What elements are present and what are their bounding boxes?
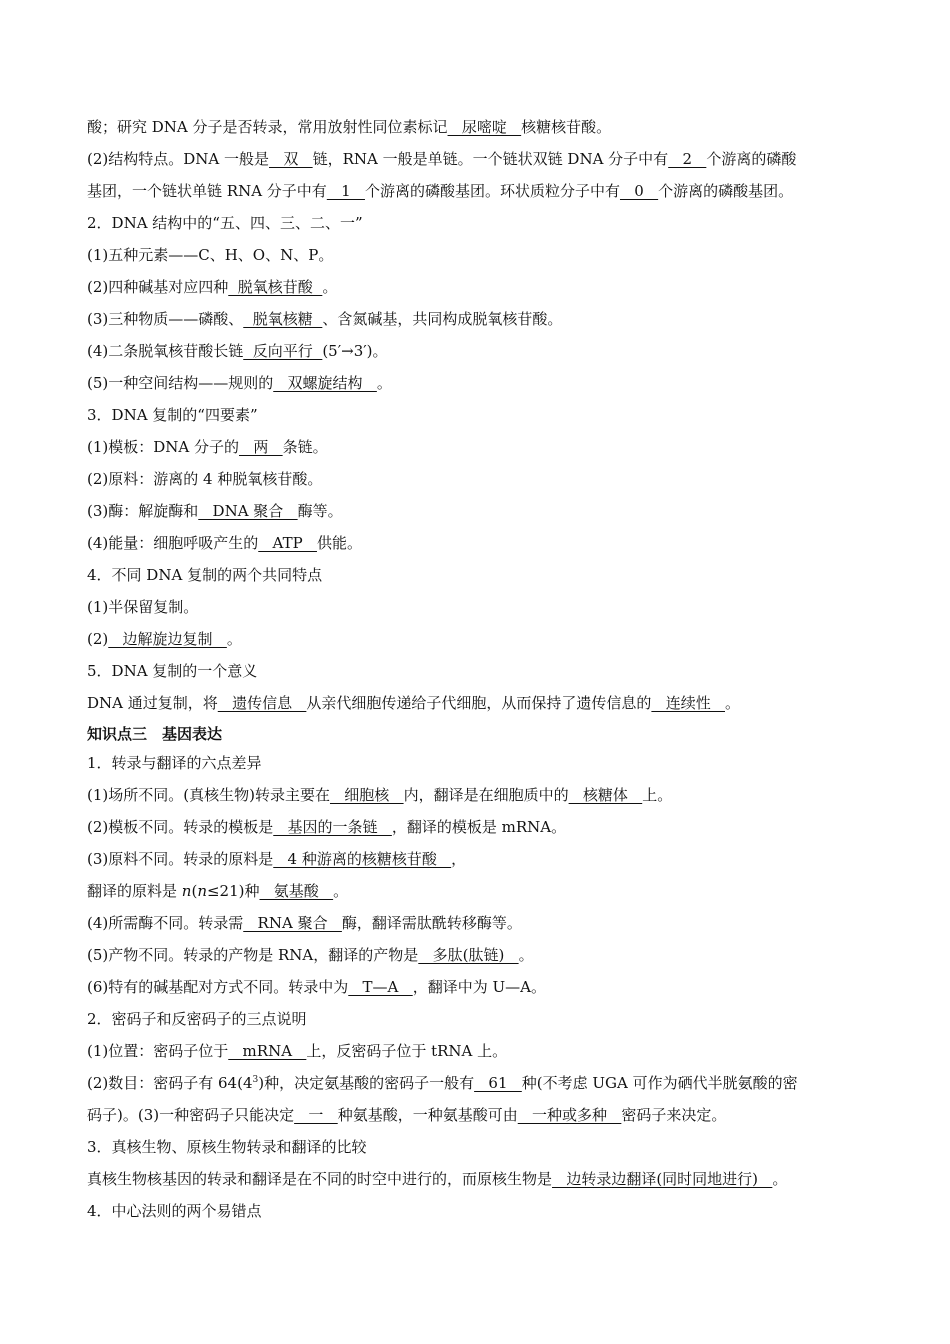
- paragraph-line-23: [87, 817, 566, 837]
- paragraph-line-13: [87, 501, 343, 521]
- text: 。: [322, 278, 338, 296]
- text: (2)结构特点。DNA 一般是: [87, 150, 270, 168]
- text: (6)特有的碱基配对方式不同。转录中为: [87, 978, 349, 996]
- text: (2)模板不同。转录的模板是: [87, 818, 274, 836]
- section-heading-2: 2．DNA 结构中的“五、四、三、二、一”: [87, 214, 363, 232]
- text: 码子)。(3)一种密码子只能决定: [87, 1106, 295, 1124]
- fill-blank-answer: 氨基酸: [259, 882, 334, 900]
- text: 基团，一个链状单链 RNA 分子中有: [87, 182, 327, 200]
- section-heading-3: 3．DNA 复制的“四要素”: [87, 406, 258, 424]
- fill-blank-answer: 2: [668, 150, 707, 168]
- text: 。: [333, 882, 349, 900]
- section-heading-4: 4．不同 DNA 复制的两个共同特点: [87, 566, 323, 584]
- text: 种氨基酸，一种氨基酸可由: [337, 1106, 518, 1124]
- text: (5)产物不同。转录的产物是 RNA，翻译的产物是: [87, 946, 419, 964]
- text: 翻译的原料是: [87, 882, 182, 900]
- paragraph-line-27: [87, 945, 534, 965]
- fill-blank-answer: 脱氧核苷酸: [228, 278, 323, 296]
- text: 上，反密码子位于 tRNA 上。: [306, 1042, 508, 1060]
- text: 真核生物核基因的转录和翻译是在不同的时空中进行的，而原核生物是: [87, 1170, 553, 1188]
- fill-blank-answer: mRNA: [228, 1042, 307, 1060]
- paragraph-line-25: [87, 881, 348, 901]
- text: (4)能量：细胞呼吸产生的: [87, 534, 259, 552]
- text: ，翻译的模板是 mRNA。: [391, 818, 567, 836]
- fill-blank-answer: RNA 聚合: [243, 914, 342, 932]
- paragraph-line-19: [87, 693, 740, 713]
- section-heading-central-dogma: 4．中心法则的两个易错点: [87, 1202, 262, 1220]
- paragraph-line-7: [87, 309, 562, 329]
- paragraph-line-30: [87, 1041, 507, 1061]
- fill-blank-answer: 反向平行: [243, 342, 323, 360]
- paragraph-line-24: [87, 849, 466, 869]
- fill-blank-answer: DNA 聚合: [198, 502, 298, 520]
- text: (1)模板：DNA 分子的: [87, 438, 240, 456]
- text: 种(不考虑 UGA 可作为硒代半胱氨酸的密: [521, 1074, 798, 1092]
- text: 从亲代细胞传递给子代细胞，从而保持了遗传信息的: [306, 694, 652, 712]
- fill-blank-answer: 两: [239, 438, 283, 456]
- section-heading-compare: 3．真核生物、原核生物转录和翻译的比较: [87, 1138, 367, 1156]
- fill-blank-answer: 尿嘧啶: [447, 118, 522, 136]
- fill-blank-answer: 一种或多种: [517, 1106, 622, 1124]
- text: (3)酶：解旋酶和: [87, 502, 199, 520]
- text: (4)所需酶不同。转录需: [87, 914, 244, 932]
- text: (2)数目：密码子有 64(4: [87, 1074, 253, 1092]
- paragraph-line-5: (1)五种元素——C、H、O、N、P。: [87, 246, 334, 264]
- knowledge-point-heading: 知识点三 基因表达: [87, 725, 223, 743]
- text: (1)场所不同。(真核生物)转录主要在: [87, 786, 330, 804]
- paragraph-line-9: [87, 373, 392, 393]
- fill-blank-answer: 核糖体: [568, 786, 643, 804]
- text: (4)二条脱氧核苷酸长链: [87, 342, 244, 360]
- text: 。: [376, 374, 392, 392]
- text: 核糖核苷酸。: [521, 118, 612, 136]
- paragraph-line-28: [87, 977, 546, 997]
- text: 。: [518, 946, 534, 964]
- paragraph-line-3: [87, 181, 793, 201]
- section-heading-5: 5．DNA 复制的一个意义: [87, 662, 258, 680]
- fill-blank-answer: 细胞核: [329, 786, 404, 804]
- fill-blank-answer: 一: [294, 1106, 338, 1124]
- paragraph-line-22: [87, 785, 672, 805]
- paragraph-line-6: [87, 277, 337, 297]
- fill-blank-answer: 边转录边翻译(同时同地进行): [552, 1170, 773, 1188]
- text: 个游离的磷酸基团。: [658, 182, 794, 200]
- text: 个游离的磷酸: [706, 150, 797, 168]
- text: 。: [772, 1170, 788, 1188]
- text: (5)一种空间结构——规则的: [87, 374, 274, 392]
- text: 条链。: [282, 438, 328, 456]
- fill-blank-answer: 4 种游离的核糖核苷酸: [273, 850, 452, 868]
- text: (2): [87, 630, 109, 648]
- text: (3)三种物质——磷酸、: [87, 310, 244, 328]
- text: (2)四种碱基对应四种: [87, 278, 229, 296]
- text: 。: [725, 694, 741, 712]
- text: 酸；研究 DNA 分子是否转录，常用放射性同位素标记: [87, 118, 448, 136]
- paragraph-line-14: [87, 533, 362, 553]
- fill-blank-answer: 0: [619, 182, 659, 200]
- paragraph-line-16: (1)半保留复制。: [87, 598, 199, 616]
- text: (5′→3′)。: [322, 342, 388, 360]
- text: 供能。: [316, 534, 362, 552]
- fill-blank-answer: 61: [474, 1074, 522, 1092]
- text: ，翻译中为 U—A。: [412, 978, 546, 996]
- fill-blank-answer: 脱氧核糖: [243, 310, 323, 328]
- text: 酶，翻译需肽酰转移酶等。: [341, 914, 522, 932]
- paragraph-line-2: [87, 149, 796, 169]
- text: (1)位置：密码子位于: [87, 1042, 229, 1060]
- text: 内，翻译是在细胞质中的: [403, 786, 569, 804]
- paragraph-line-11: [87, 437, 328, 457]
- paragraph-line-12: (2)原料：游离的 4 种脱氧核苷酸。: [87, 470, 323, 488]
- fill-blank-answer: 1: [326, 182, 365, 200]
- paragraph-line-26: [87, 913, 522, 933]
- text: (3)原料不同。转录的原料是: [87, 850, 274, 868]
- text: 酶等。: [297, 502, 343, 520]
- variable-n: n: [181, 882, 192, 900]
- text: (: [191, 882, 198, 900]
- paragraph-line-1: [87, 117, 611, 137]
- text: DNA 通过复制，将: [87, 694, 218, 712]
- text: 个游离的磷酸基团。环状质粒分子中有: [364, 182, 620, 200]
- section-heading-codon: 2．密码子和反密码子的三点说明: [87, 1010, 307, 1028]
- fill-blank-answer: 边解旋边复制: [108, 630, 227, 648]
- text: 上。: [642, 786, 673, 804]
- paragraph-line-17: [87, 629, 242, 649]
- paragraph-line-34: [87, 1169, 787, 1189]
- fill-blank-answer: 多肽(肽链): [418, 946, 519, 964]
- text: 链，RNA 一般是单链。一个链状双链 DNA 分子中有: [312, 150, 669, 168]
- text: 、含氮碱基，共同构成脱氧核苷酸。: [322, 310, 563, 328]
- variable-n: n: [197, 882, 207, 900]
- fill-blank-answer: 遗传信息: [217, 694, 307, 712]
- fill-blank-answer: 双: [269, 150, 313, 168]
- text: ，: [451, 850, 467, 868]
- paragraph-line-31: [87, 1073, 798, 1093]
- fill-blank-answer: 双螺旋结构: [273, 374, 377, 392]
- fill-blank-answer: 基因的一条链: [273, 818, 392, 836]
- fill-blank-answer: ATP: [258, 534, 317, 552]
- text: )种，决定氨基酸的密码子一般有: [258, 1074, 475, 1092]
- exponent: 3: [252, 1075, 259, 1085]
- paragraph-line-32: [87, 1105, 726, 1125]
- section-heading-1: 1．转录与翻译的六点差异: [87, 754, 262, 772]
- text: 。: [226, 630, 242, 648]
- paragraph-line-8: [87, 341, 388, 361]
- text: ≤21)种: [206, 882, 260, 900]
- fill-blank-answer: 连续性: [651, 694, 725, 712]
- fill-blank-answer: T—A: [348, 978, 413, 996]
- text: 密码子来决定。: [621, 1106, 727, 1124]
